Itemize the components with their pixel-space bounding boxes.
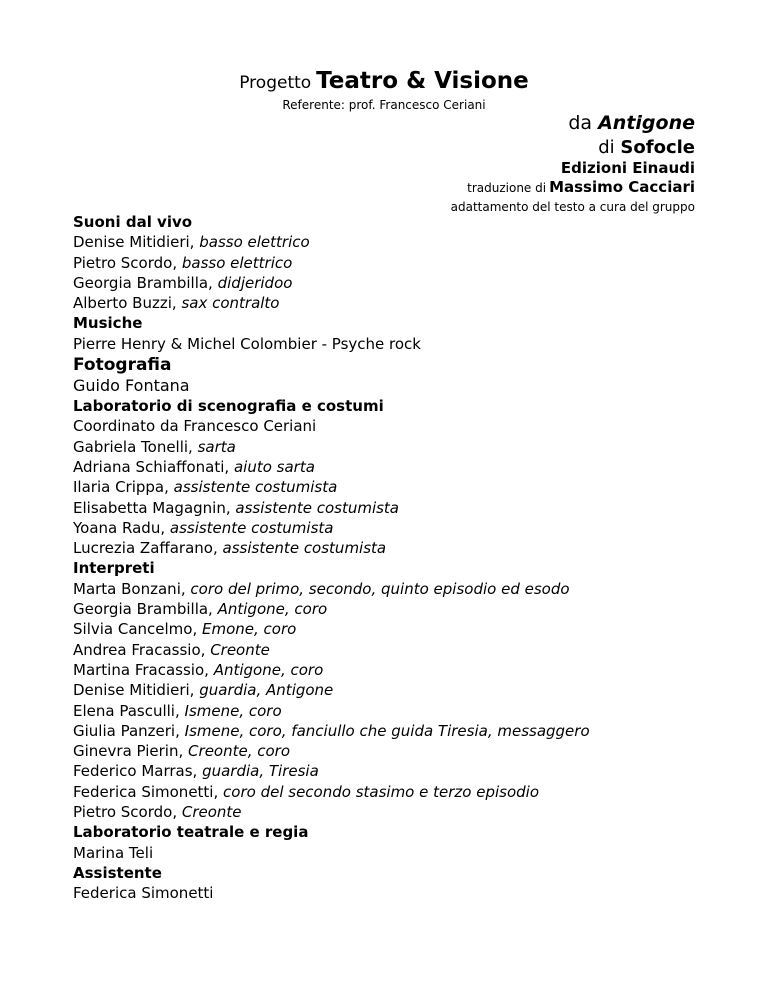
translation-line xyxy=(467,176,695,199)
person-name: Adriana Schiaffonati, xyxy=(73,457,230,476)
project-title: Teatro & Visione xyxy=(316,68,529,94)
person-name: Lucrezia Zaffarano, xyxy=(73,539,218,558)
person-role: aiuto sarta xyxy=(233,457,315,476)
person-name: Marta Bonzani, xyxy=(73,579,186,598)
person-name: Martina Fracassio, xyxy=(73,660,209,679)
person-role: assistente costumista xyxy=(169,518,334,537)
person-row xyxy=(73,680,743,700)
person-role: didjeridoo xyxy=(217,273,293,292)
person-role: Ismene, coro xyxy=(184,701,282,720)
person-row xyxy=(73,640,743,660)
person-row xyxy=(73,437,743,457)
di-prefix: di xyxy=(598,137,615,158)
project-line xyxy=(0,66,768,98)
person-row xyxy=(73,498,743,518)
person-name: Yoana Radu, xyxy=(73,518,166,537)
person-role: Antigone, coro xyxy=(213,660,324,679)
set-costume-lab-list xyxy=(73,437,743,559)
section-heading-music: Musiche xyxy=(73,314,143,333)
person-role: coro del primo, secondo, quinto episodio ed esodo xyxy=(190,579,570,598)
project-prefix: Progetto xyxy=(239,73,312,93)
person-role: basso elettrico xyxy=(181,253,293,272)
person-name: Federico Marras, xyxy=(73,762,198,781)
person-name: Ginevra Pierin, xyxy=(73,742,184,761)
theatre-lab-line: Marina Teli xyxy=(73,843,154,862)
person-role: Ismene, coro, fanciullo che guida Tiresia, messaggero xyxy=(184,721,590,740)
coordinator-line: Coordinato da Francesco Ceriani xyxy=(73,417,317,436)
work-title: Antigone xyxy=(598,112,695,134)
publisher: Edizioni Einaudi xyxy=(560,159,695,177)
translation-prefix: traduzione di xyxy=(467,181,547,195)
person-role: coro del secondo stasimo e terzo episodio xyxy=(223,782,539,801)
credits-list xyxy=(73,212,743,904)
person-row xyxy=(73,741,743,761)
person-row xyxy=(73,477,743,497)
performers-list xyxy=(73,579,743,823)
person-row xyxy=(73,579,743,599)
person-name: Elisabetta Magagnin, xyxy=(73,498,231,517)
person-name: Ilaria Crippa, xyxy=(73,478,169,497)
person-name: Federica Simonetti, xyxy=(73,782,219,801)
person-row xyxy=(73,253,743,273)
assistant-line: Federica Simonetti xyxy=(73,884,214,903)
section-heading-performers: Interpreti xyxy=(73,559,155,578)
person-row xyxy=(73,701,743,721)
person-name: Gabriela Tonelli, xyxy=(73,437,193,456)
photography-line: Guido Fontana xyxy=(73,376,190,396)
person-row xyxy=(73,518,743,538)
person-row xyxy=(73,457,743,477)
person-role: Creonte, coro xyxy=(188,742,291,761)
person-name: Pietro Scordo, xyxy=(73,803,178,822)
person-row xyxy=(73,232,743,252)
person-row xyxy=(73,802,743,822)
person-name: Georgia Brambilla, xyxy=(73,600,213,619)
person-row xyxy=(73,619,743,639)
person-role: assistente costumista xyxy=(235,498,399,517)
da-prefix: da xyxy=(568,112,593,134)
person-row xyxy=(73,599,743,619)
section-heading-live-sounds: Suoni dal vivo xyxy=(73,213,193,231)
person-row xyxy=(73,660,743,680)
section-heading-assistant: Assistente xyxy=(73,863,162,882)
author-name: Sofocle xyxy=(620,137,695,158)
person-name: Denise Mitidieri, xyxy=(73,681,195,700)
section-heading-set-costume-lab: Laboratorio di scenografia e costumi xyxy=(73,397,384,416)
person-name: Giulia Panzeri, xyxy=(73,721,180,740)
person-name: Elena Pasculli, xyxy=(73,701,180,720)
person-role: assistente costumista xyxy=(222,539,387,558)
person-row xyxy=(73,782,743,802)
person-name: Silvia Cancelmo, xyxy=(73,620,198,639)
adaptation-line: adattamento del testo a cura del gruppo xyxy=(450,200,695,214)
person-row xyxy=(73,721,743,741)
person-name: Andrea Fracassio, xyxy=(73,640,206,659)
section-heading-photography: Fotografia xyxy=(73,355,172,376)
person-row xyxy=(73,761,743,781)
work-line xyxy=(568,110,695,136)
person-role: guardia, Tiresia xyxy=(202,762,319,781)
person-role: Antigone, coro xyxy=(217,600,328,619)
referent-line: Referente: prof. Francesco Ceriani xyxy=(282,98,486,112)
person-name: Alberto Buzzi, xyxy=(73,294,177,313)
person-role: assistente costumista xyxy=(173,478,338,497)
person-role: sax contralto xyxy=(181,294,280,313)
person-name: Georgia Brambilla, xyxy=(73,273,213,292)
person-row xyxy=(73,293,743,313)
person-role: Emone, coro xyxy=(202,620,297,639)
person-row xyxy=(73,538,743,558)
section-heading-theatre-lab: Laboratorio teatrale e regia xyxy=(73,823,309,842)
person-row xyxy=(73,273,743,293)
music-line: Pierre Henry & Michel Colombier - Psyche rock xyxy=(73,334,421,353)
person-name: Pietro Scordo, xyxy=(73,253,178,272)
person-role: guardia, Antigone xyxy=(199,681,334,700)
person-name: Denise Mitidieri, xyxy=(73,233,195,252)
translator-name: Massimo Cacciari xyxy=(549,178,695,196)
person-role: sarta xyxy=(197,437,236,456)
person-role: Creonte xyxy=(210,640,270,659)
person-role: basso elettrico xyxy=(199,233,310,252)
live-sounds-list xyxy=(73,232,743,313)
person-role: Creonte xyxy=(181,803,242,822)
